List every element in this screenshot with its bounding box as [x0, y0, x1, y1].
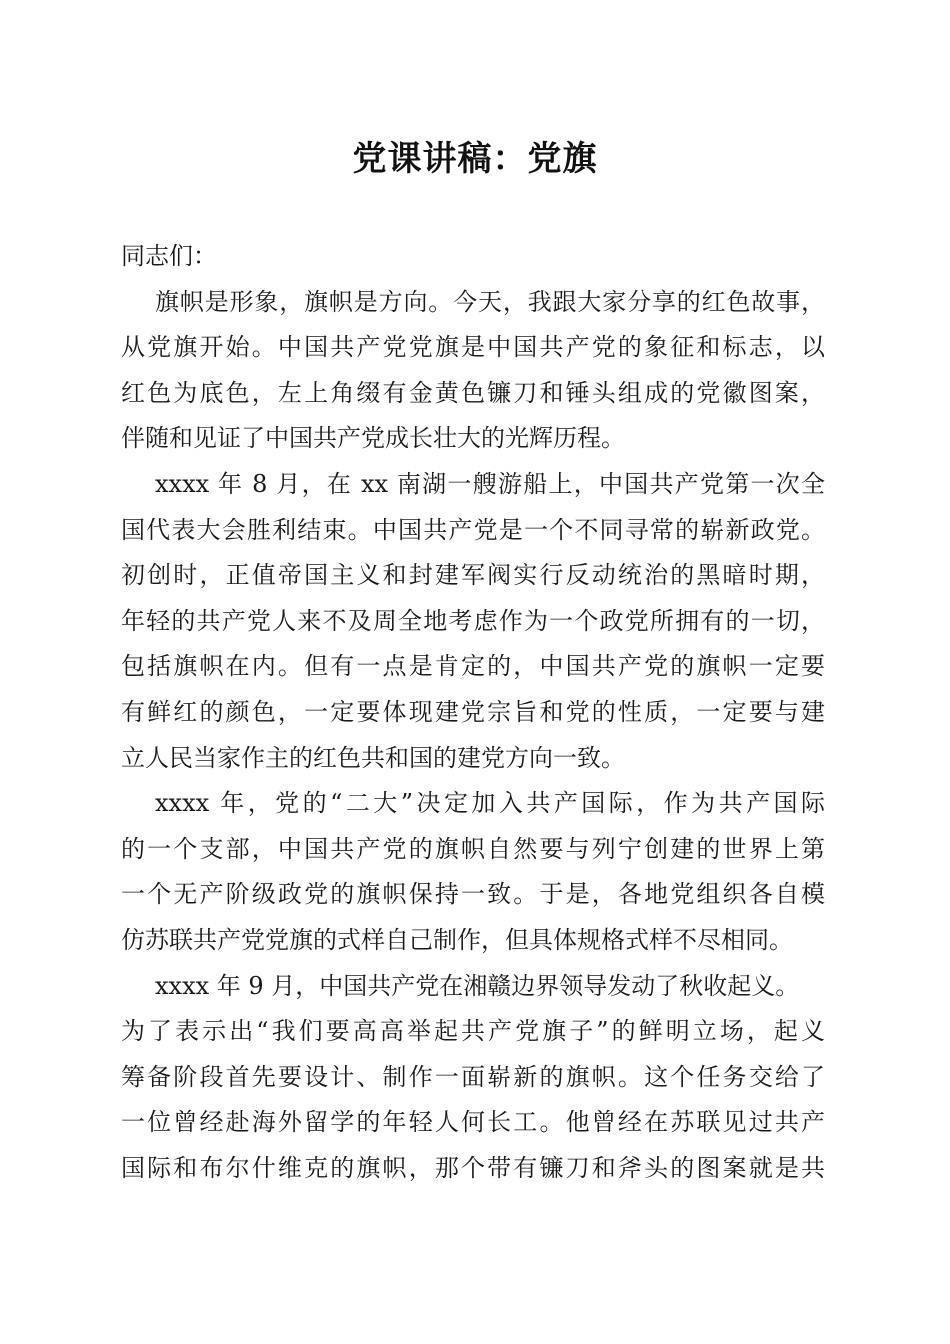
- paragraph-1: [121, 280, 825, 462]
- page-title: 党课讲稿：党旗: [352, 139, 598, 179]
- paragraph-line: 有鲜红的颜色，一定要体现建党宗旨和党的性质，一定要与建: [121, 697, 825, 726]
- paragraph-line: 初创时，正值帝国主义和封建军阀实行反动统治的黑暗时期，: [121, 561, 825, 590]
- paragraph-line: 红色为底色，左上角缀有金黄色镰刀和锤头组成的党徽图案，: [121, 378, 825, 407]
- paragraph-line: 国代表大会胜利结束。中国共产党是一个不同寻常的崭新政党。: [121, 515, 825, 544]
- paragraph-line: 国际和布尔什维克的旗帜，那个带有镰刀和斧头的图案就是共: [121, 1153, 825, 1182]
- paragraph-line: 立人民当家作主的红色共和国的建党方向一致。: [121, 743, 625, 772]
- paragraph-line: xxxx 年 8 月，在 xx 南湖一艘游船上，中国共产党第一次全: [155, 469, 825, 498]
- paragraph-line: xxxx 年，党的“二大”决定加入共产国际，作为共产国际: [155, 789, 825, 818]
- paragraph-line: 年轻的共产党人来不及周全地考虑作为一个政党所拥有的一切，: [121, 606, 825, 635]
- document-body: [121, 234, 825, 1191]
- paragraph-line: 仿苏联共产党党旗的式样自己制作，但具体规格式样不尽相同。: [121, 925, 793, 954]
- salutation: 同志们：: [121, 242, 217, 270]
- paragraph-line: 旗帜是形象，旗帜是方向。今天，我跟大家分享的红色故事，: [155, 287, 825, 316]
- paragraph-3: [121, 781, 825, 963]
- paragraph-line: 伴随和见证了中国共产党成长壮大的光辉历程。: [121, 424, 625, 453]
- paragraph-line: 为了表示出“我们要高高举起共产党旗子”的鲜明立场，起义: [121, 1017, 825, 1046]
- paragraph-line: 的一个支部，中国共产党的旗帜自然要与列宁创建的世界上第: [121, 834, 825, 863]
- paragraph-4: [121, 964, 825, 1192]
- paragraph-line: xxxx 年 9 月，中国共产党在湘赣边界领导发动了秋收起义。: [155, 971, 800, 1000]
- paragraph-line: 从党旗开始。中国共产党党旗是中国共产党的象征和标志，以: [121, 333, 825, 362]
- paragraph-2: [121, 462, 825, 781]
- paragraph-line: 筹备阶段首先要设计、制作一面崭新的旗帜。这个任务交给了: [121, 1062, 825, 1091]
- paragraph-line: 一个无产阶级政党的旗帜保持一致。于是，各地党组织各自模: [121, 880, 825, 909]
- paragraph-line: 一位曾经赴海外留学的年轻人何长工。他曾经在苏联见过共产: [121, 1108, 825, 1137]
- paragraph-line: 包括旗帜在内。但有一点是肯定的，中国共产党的旗帜一定要: [121, 652, 825, 681]
